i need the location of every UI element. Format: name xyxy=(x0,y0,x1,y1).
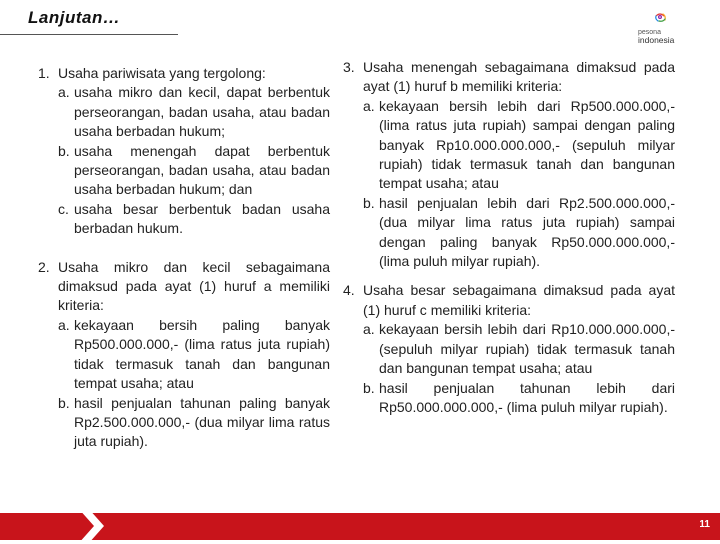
sub-item xyxy=(58,200,330,239)
sub-item-text: hasil penjualan tahunan lebih dari Rp50.000.000.000,- (lima puluh milyar rupiah). xyxy=(379,379,675,415)
item-number: 4. xyxy=(343,282,355,299)
sub-item xyxy=(363,97,675,194)
right-column xyxy=(343,58,675,417)
sub-item-text: kekayaan bersih lebih dari Rp10.000.000.000,- (sepuluh milyar rupiah) tidak termasuk tanah dan bangunan tempat usaha; atau xyxy=(379,321,675,377)
sub-item-letter: b. xyxy=(363,379,375,396)
sub-item-letter: c. xyxy=(58,200,69,217)
spacer xyxy=(38,239,330,258)
item-number: 1. xyxy=(38,65,50,81)
pesona-indonesia-logo xyxy=(632,10,712,52)
sub-item-text: hasil penjualan lebih dari Rp2.500.000.000,- (dua milyar lima ratus juta rupiah) sampai dengan paling banyak Rp50.000.000.000,- (lima puluh milyar rupiah). xyxy=(379,194,675,270)
sub-item-letter: b. xyxy=(58,142,70,159)
sub-item-text: kekayaan bersih paling banyak Rp500.000.000,- (lima ratus juta rupiah) tidak termasuk tanah dan bangunan tempat usaha; atau xyxy=(74,316,330,392)
sub-item xyxy=(363,194,675,272)
list-item-2 xyxy=(38,258,330,452)
list-item-1 xyxy=(38,64,330,239)
list-item-3 xyxy=(343,58,675,271)
item-number: 2. xyxy=(38,258,50,275)
sub-item xyxy=(363,379,675,418)
item-body xyxy=(363,58,675,271)
sub-item xyxy=(363,320,675,378)
sub-item xyxy=(58,83,330,141)
item-body xyxy=(363,281,675,417)
sub-item-letter: a. xyxy=(58,84,70,101)
sub-item xyxy=(58,394,330,452)
page-number: 11 xyxy=(699,519,710,530)
sub-item-text: hasil penjualan tahunan paling banyak Rp2.500.000.000,- (dua milyar lima ratus juta rupiah). xyxy=(74,394,330,450)
sub-item xyxy=(58,142,330,200)
svg-text:indonesia: indonesia xyxy=(638,35,675,45)
sub-item-letter: a. xyxy=(363,97,375,114)
sub-item-letter: a. xyxy=(58,316,70,333)
item-number: 3. xyxy=(343,59,355,75)
footer-bar xyxy=(0,513,720,540)
sub-item-text: usaha besar berbentuk badan usaha berbadan hukum. xyxy=(74,200,330,237)
item-body xyxy=(58,258,330,452)
sub-item-text: usaha menengah dapat berbentuk perseorangan, badan usaha, atau badan usaha berbadan hukum; dan xyxy=(74,142,330,198)
list-item-4 xyxy=(343,281,675,417)
svg-text:pesona: pesona xyxy=(638,29,661,36)
item-body xyxy=(58,64,330,239)
slide-title: Lanjutan… xyxy=(28,8,121,27)
sub-item-letter: b. xyxy=(363,194,375,211)
spacer xyxy=(343,271,675,281)
item-lead: Usaha besar sebagaimana dimaksud pada ayat (1) huruf c memiliki kriteria: xyxy=(363,282,675,318)
sub-item xyxy=(58,316,330,394)
title-underline xyxy=(0,34,178,35)
item-lead: Usaha mikro dan kecil sebagaimana dimaksud pada ayat (1) huruf a memiliki kriteria: xyxy=(58,258,330,314)
sub-item-text: usaha mikro dan kecil, dapat berbentuk perseorangan, badan usaha, atau badan usaha berbadan hukum; xyxy=(74,84,330,140)
item-lead: Usaha menengah sebagaimana dimaksud pada ayat (1) huruf b memiliki kriteria: xyxy=(363,59,675,95)
sub-item-letter: a. xyxy=(363,321,375,338)
sub-item-text: kekayaan bersih lebih dari Rp500.000.000,- (lima ratus juta rupiah) sampai dengan paling banyak Rp10.000.000.000,- (sepuluh milyar rupiah) tidak termasuk tanah dan bangunan tempat usaha; atau xyxy=(379,97,675,192)
sub-item-letter: b. xyxy=(58,394,70,411)
chevron-right-icon xyxy=(78,508,104,544)
left-column xyxy=(38,64,330,452)
item-lead: Usaha pariwisata yang tergolong: xyxy=(58,65,266,81)
